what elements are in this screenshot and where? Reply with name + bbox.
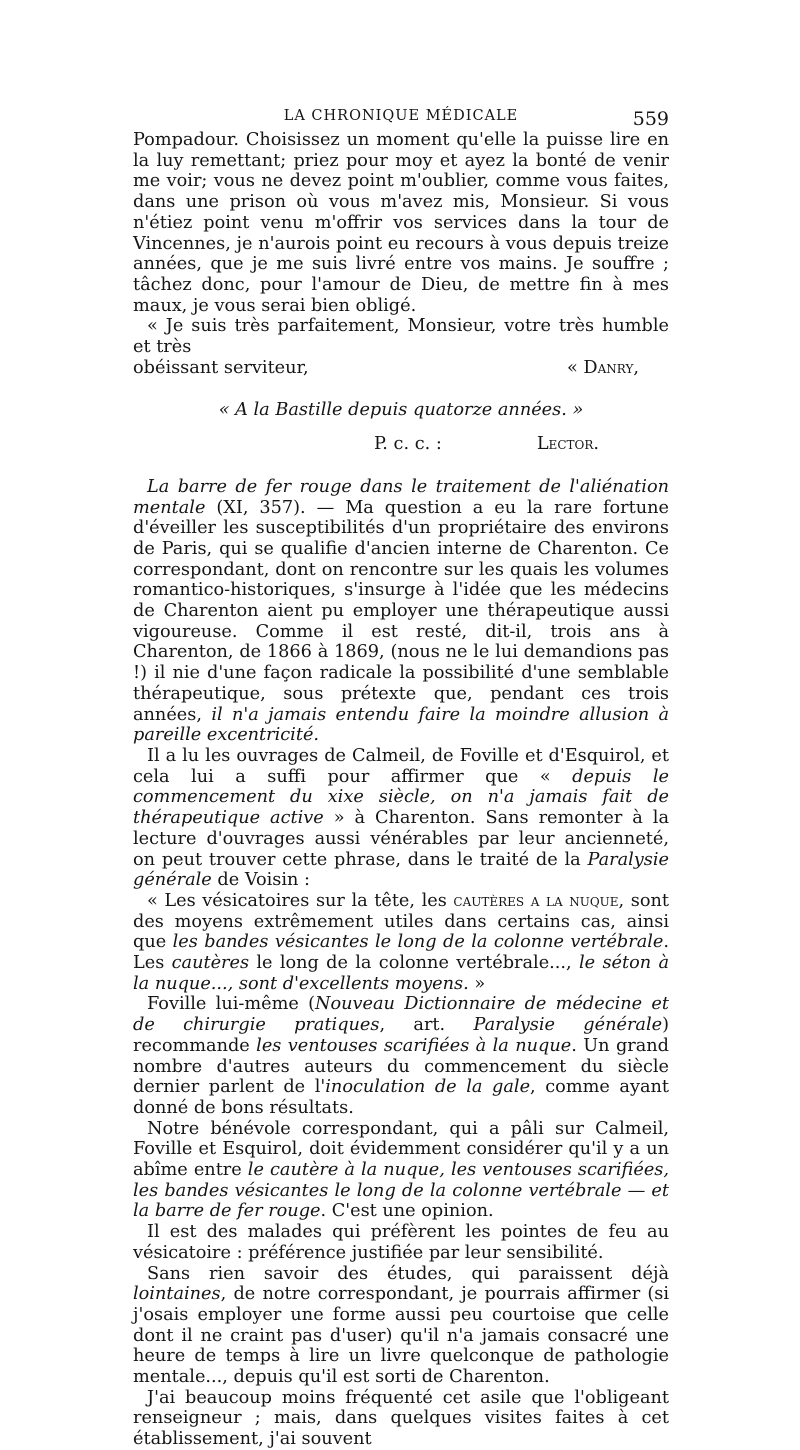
running-title: LA CHRONIQUE MÉDICALE <box>283 108 519 124</box>
article-paragraph: Notre bénévole correspondant, qui a pâli sur Calmeil, Foville et Esquirol, doit évidemment considérer qu'il y a un abîme entre le cautère à la nuque, les ventouses scarifiées, les bandes vésicantes le long de la colonne vertébrale — et la barre de fer rouge. C'est une opinion. <box>133 1118 669 1222</box>
body-text <box>133 130 669 1450</box>
running-header <box>133 108 669 130</box>
article-paragraph: La barre de fer rouge dans le traitement de l'aliénation mentale (XI, 357). — Ma question a eu la rare fortune d'éveiller les susceptibilités d'un propriétaire des environs de Paris, qui se qualifie d'ancien interne de Charenton. Ce correspondant, dont on rencontre sur les quais les volumes romantico-historiques, s'insurge à l'idée que les médecins de Charenton aient pu employer une thérapeutique aussi vigoureuse. Comme il est resté, dit-il, trois ans à Charenton, de 1866 à 1869, (nous ne le lui demandions pas !) il nie d'une façon radicale la possibilité d'une semblable thérapeutique, sous prétexte que, pendant ces trois années, il n'a jamais entendu faire la moindre allusion à pareille excentricité. <box>133 476 669 746</box>
letter-closing-end: obéissant serviteur, <box>133 357 309 378</box>
pcc-author: Lector. <box>536 434 599 455</box>
article-paragraph: Foville lui-même (Nouveau Dictionnaire de médecine et de chirurgie pratiques, art. Paralysie générale) recommande les ventouses scarifiées à la nuque. Un grand nombre d'autres auteurs du commencement du siècle dernier parlent de l'inoculation de la gale, comme ayant donné de bons résultats. <box>133 994 670 1118</box>
pcc-label: P. c. c. : <box>373 434 442 455</box>
article-title: La barre de fer rouge dans le traitement de l'aliénation mentale <box>133 476 669 518</box>
letter-paragraph: Pompadour. Choisissez un moment qu'elle la puisse lire en la luy remettant; priez pour moy et ayez la bonté de venir me voir; vous ne devez point m'oublier, comme vous faites, dans une prison où vous m'avez mis, Monsieur. Si vous n'étiez point venu m'offrir vos services dans la tour de Vincennes, je n'aurois point eu recours à vous depuis treize années, que je me suis livré entre vos mains. Je souffre ; tâchez donc, pour l'amour de Dieu, de mettre fin à mes maux, je vous serai bien obligé. <box>133 130 669 316</box>
quotation-paragraph: « Les vésicatoires sur la tête, les cautères a la nuque, sont des moyens extrêmement utiles dans certains cas, ainsi que les bandes vésicantes le long de la colonne vertébrale. Les cautères le long de la colonne vertébrale..., le séton à la nuque..., sont d'excellents moyens. » <box>133 890 670 994</box>
article-paragraph: Sans rien savoir des études, qui paraissent déjà lointaines, de notre correspondant, je pourrais affirmer (si j'osais employer une forme aussi peu courtoise que celle dont il ne craint pas d'user) qu'il n'a jamais consacré une heure de temps à lire un livre quelconque de pathologie mentale..., depuis qu'il est sorti de Charenton. <box>133 1263 669 1388</box>
pcc-line <box>133 434 669 455</box>
article-paragraph: Il a lu les ouvrages de Calmeil, de Foville et d'Esquirol, et cela lui a suffi pour affirmer que « depuis le commencement du xixe siècle, on n'a jamais fait de thérapeutique active » à Charenton. Sans remonter à la lecture d'ouvrages aussi vénérables par leur ancienneté, on peut trouver cette phrase, dans le traité de la Paralysie générale de Voisin : <box>133 745 669 891</box>
letter-signature-line <box>133 358 669 379</box>
letter-dateline: « A la Bastille depuis quatorze années. » <box>218 400 584 421</box>
article-paragraph: Il est des malades qui préfèrent les pointes de feu au vésicatoire : préférence justifiée par leur sensibilité. <box>133 1222 669 1263</box>
article-paragraph: J'ai beaucoup moins fréquenté cet asile que l'obligeant renseigneur ; mais, dans quelques visites faites à cet établissement, j'ai souvent <box>133 1387 669 1450</box>
letter-signature: « Danry, <box>566 357 639 378</box>
page-number: 559 <box>632 108 669 130</box>
letter-closing: « Je suis très parfaitement, Monsieur, votre très humble et très <box>133 316 669 358</box>
